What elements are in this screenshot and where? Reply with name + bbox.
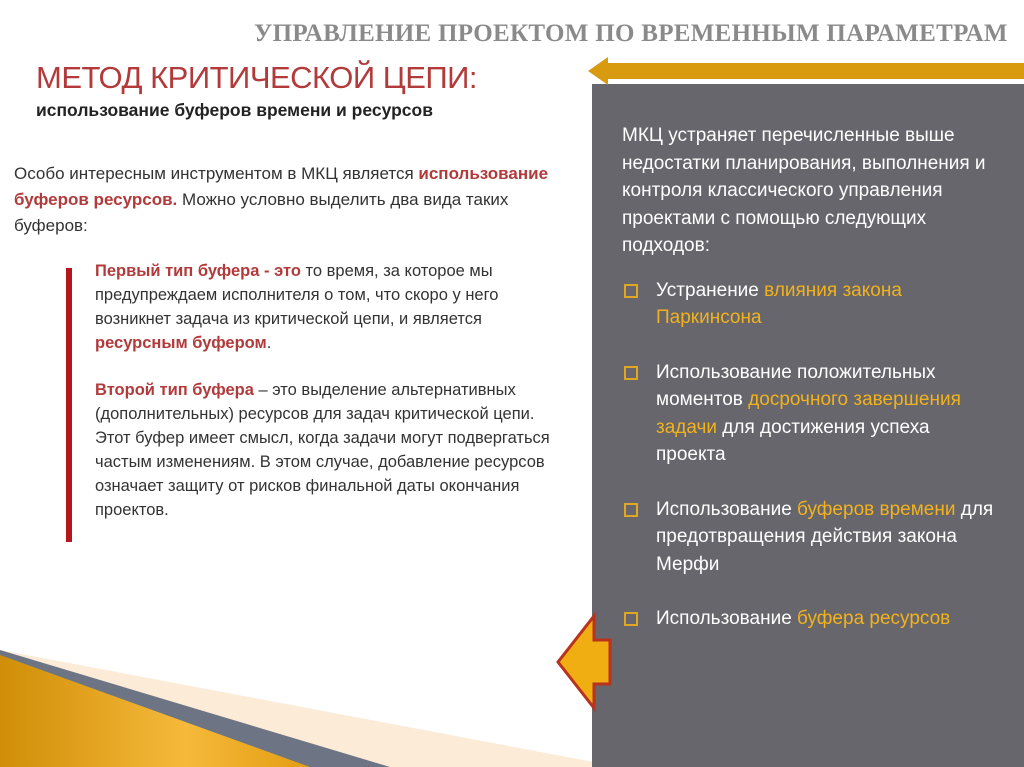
intro-part: Можно условно выделить два вида таких буферов: — [14, 190, 509, 235]
item-highlight: влияния закона Паркинсона — [656, 279, 902, 328]
item-highlight: буфера ресурсов — [797, 608, 951, 629]
checkbox-bullet-icon — [624, 503, 638, 517]
list-item — [622, 496, 1002, 579]
slide-header: УПРАВЛЕНИЕ ПРОЕКТОМ ПО ВРЕМЕННЫМ ПАРАМЕТРАМ — [254, 20, 1008, 47]
item-text: Использование положительных моментов — [656, 361, 936, 410]
buffer-type-2 — [95, 378, 565, 522]
gold-arrow-bar — [604, 63, 1024, 79]
buffer-name: Второй тип буфера — [95, 381, 254, 399]
intro-text — [14, 161, 554, 239]
checkbox-bullet-icon — [624, 612, 638, 626]
buffer-highlight: ресурсным буфером — [95, 334, 267, 352]
list-item — [622, 277, 1002, 332]
buffer-text: – это выделение альтернативных (дополнительных) ресурсов для задач критической цепи. Этот буфер имеет смысл, когда задачи могут подвергаться частым изменениям. В этом случае, добавление ресурсов означает защиту от рисков финальной даты окончания проектов. — [95, 381, 550, 519]
panel-content — [622, 122, 1002, 660]
checkbox-bullet-icon — [624, 366, 638, 380]
buffer-name: Первый тип буфера - это — [95, 262, 301, 280]
item-highlight: буферов времени — [797, 498, 956, 520]
panel-lead: МКЦ устраняет перечисленные выше недостатки планирования, выполнения и контроля классического управления проектами с помощью следующих подходов: — [622, 125, 986, 256]
intro-highlight: использование буферов ресурсов. — [14, 164, 549, 209]
item-text: Использование — [656, 498, 798, 520]
buffer-types — [95, 259, 565, 545]
buffer-text: . — [266, 334, 272, 352]
buffer-text: то время, за которое мы предупреждаем исполнителя о том, что скоро у него возникнет задача из критической цепи, и является — [95, 262, 499, 328]
item-text: для достижения успеха проекта — [656, 416, 930, 465]
checkbox-bullet-icon — [624, 284, 638, 298]
item-text: Использование — [656, 608, 798, 629]
slide-subtitle: использование буферов времени и ресурсов — [36, 100, 433, 120]
item-text: для предотвращения действия закона Мерфи — [656, 498, 994, 575]
intro-part: Особо интересным инструментом в МКЦ является — [14, 164, 419, 183]
list-item — [622, 359, 1002, 469]
buffer-type-1 — [95, 259, 565, 355]
item-highlight: досрочного завершения задачи — [656, 389, 961, 438]
left-arrow-icon — [556, 612, 612, 712]
slide-title: МЕТОД КРИТИЧЕСКОЙ ЦЕПИ: — [36, 60, 478, 95]
item-text: Устранение — [656, 279, 765, 301]
list-item — [622, 605, 1002, 633]
gold-arrow-head-icon — [588, 57, 608, 85]
red-accent-line — [66, 268, 72, 542]
